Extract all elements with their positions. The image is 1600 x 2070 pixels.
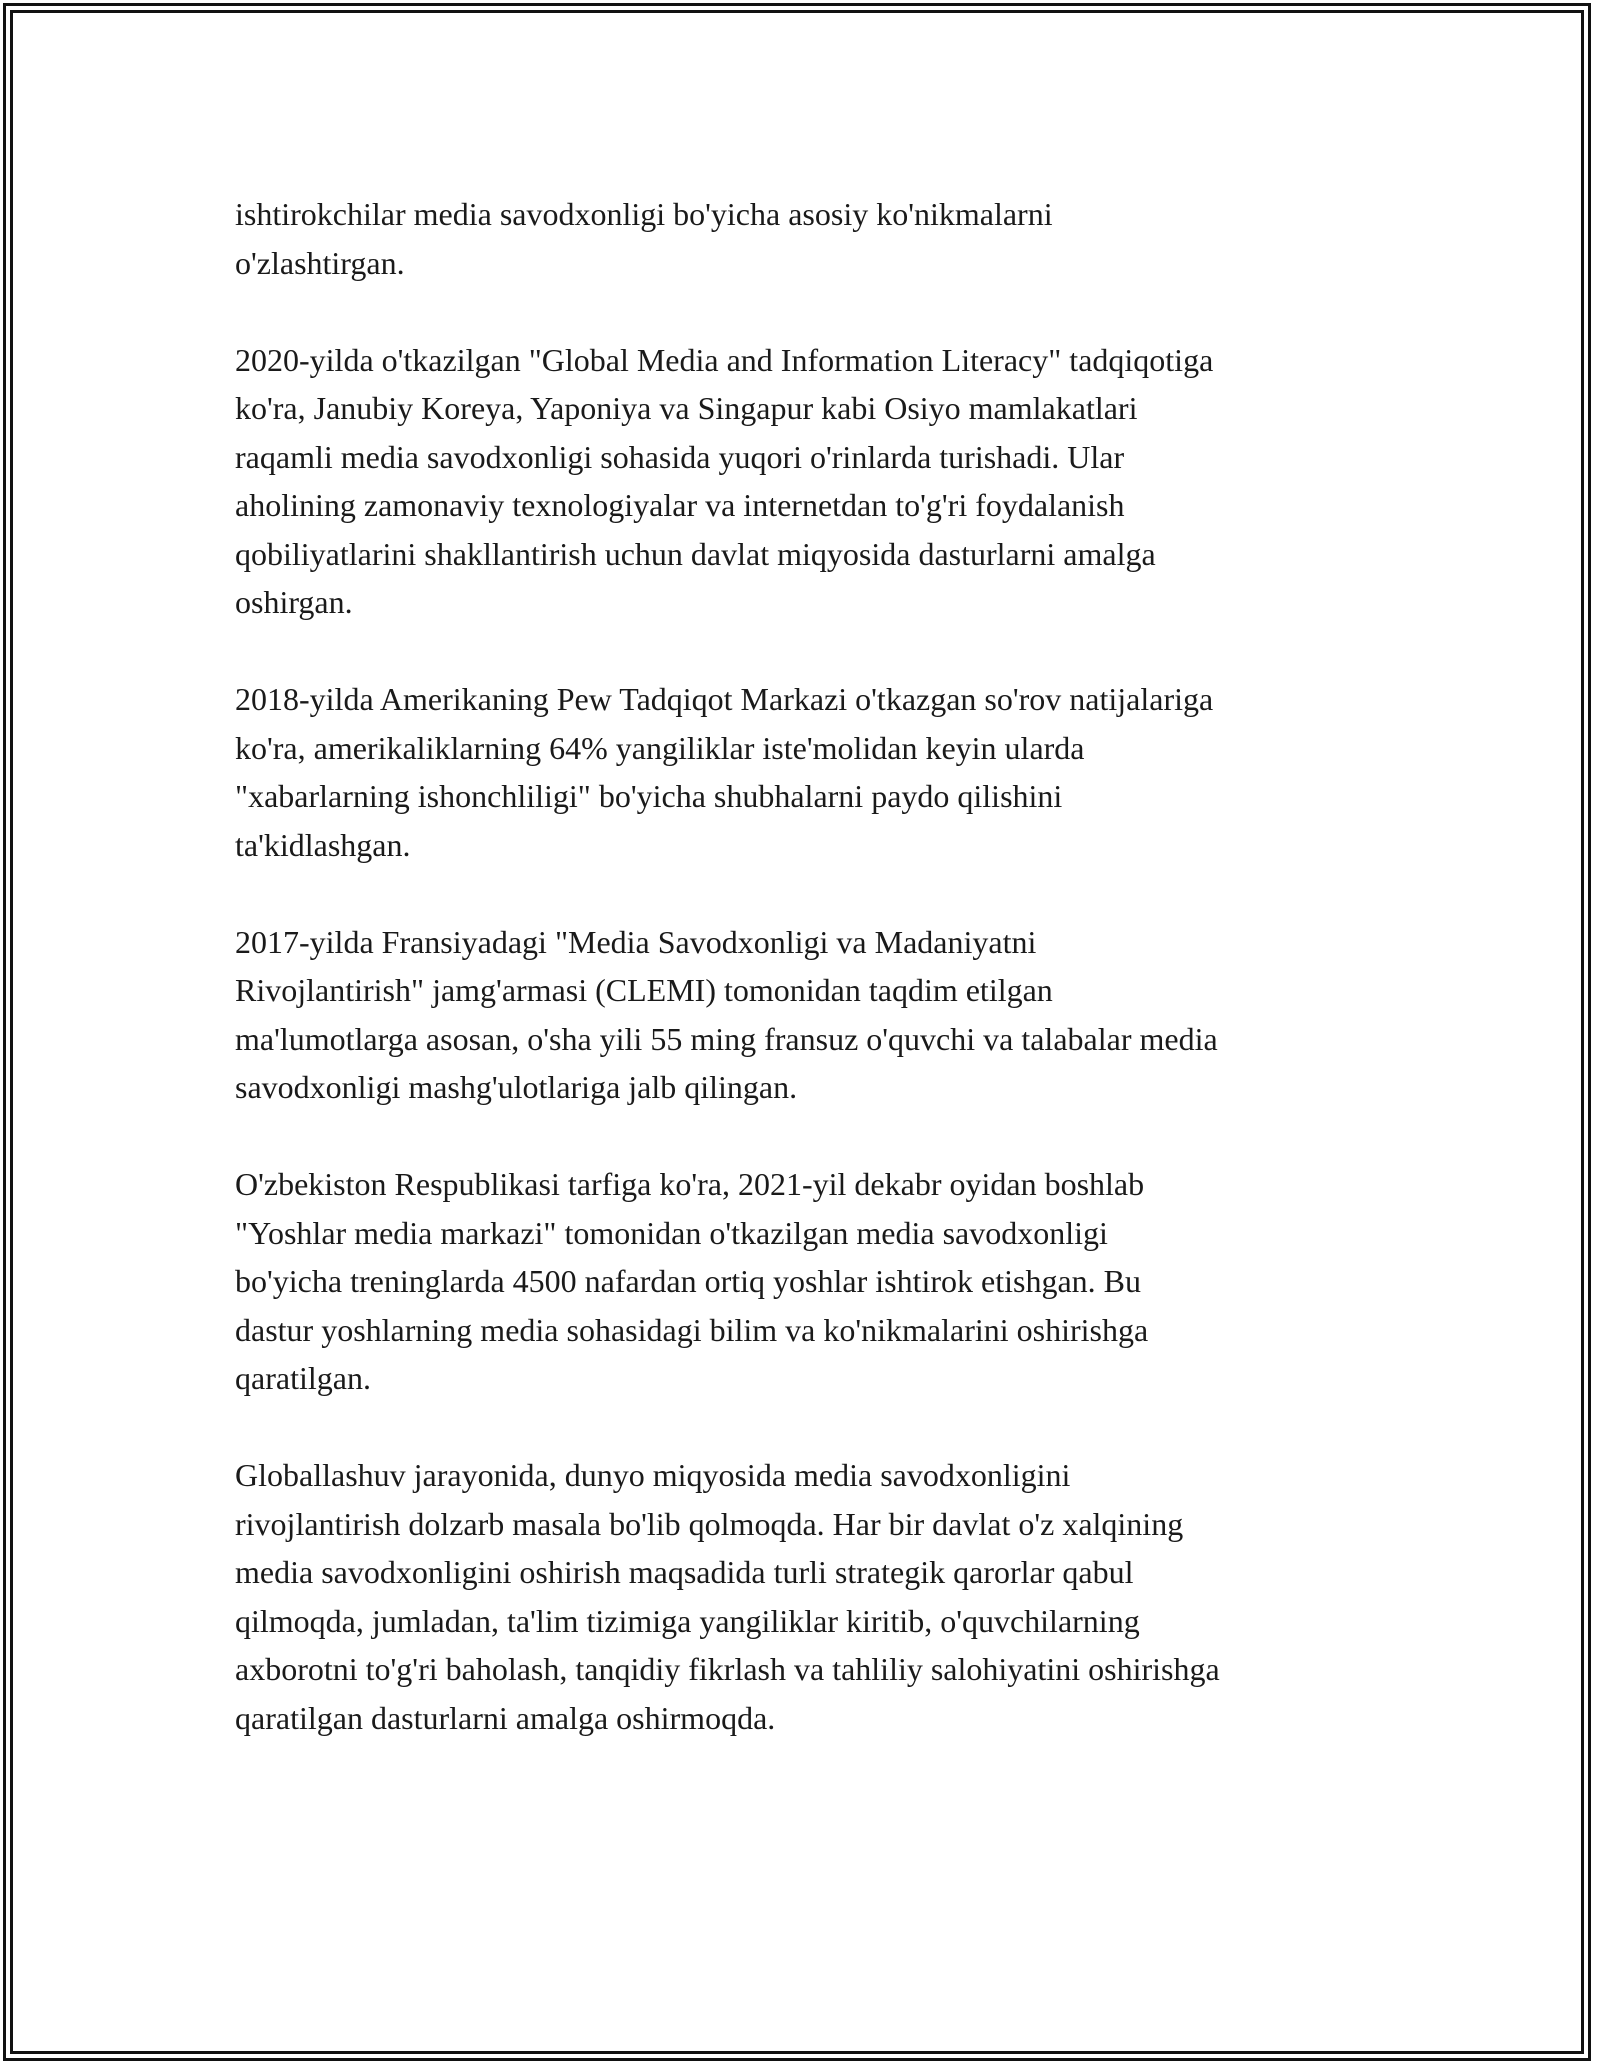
document-body [235,190,1375,1742]
paragraph-6: Globallashuv jarayonida, dunyo miqyosida media savodxonligini rivojlantirish dolzarb masala bo'lib qolmoqda. Har bir davlat o'z xalqining media savodxonligini oshirish maqsadida turli strategik qarorlar qabul qilmoqda, jumladan, ta'lim tizimiga yangiliklar kiritib, o'quvchilarning axborotni to'g'ri baholash, tanqidiy fikrlash va tahliliy salohiyatini oshirishga qaratilgan dasturlarni amalga oshirmoqda. [235,1457,1220,1736]
paragraph-4: 2017-yilda Fransiyadagi "Media Savodxonligi va Madaniyatni Rivojlantirish" jamg'armasi (CLEMI) tomonidan taqdim etilgan ma'lumotlarga asosan, o'sha yili 55 ming fransuz o'quvchi va talabalar media savodxonligi mashg'ulotlariga jalb qilingan. [235,923,1218,1105]
paragraph-2: 2020-yilda o'tkazilgan "Global Media and Information Literacy" tadqiqotiga ko'ra, Janubiy Koreya, Yaponiya va Singapur kabi Osiyo mamlakatlari raqamli media savodxonligi sohasida yuqori o'rinlarda turishadi. Ular aholining zamonaviy texnologiyalar va internetdan to'g'ri foydalanish qobiliyatlarini shakllantirish uchun davlat miqyosida dasturlarni amalga oshirgan. [235,341,1214,620]
paragraph-1: ishtirokchilar media savodxonligi bo'yicha asosiy ko'nikmalarni o'zlashtirgan. [235,196,1053,281]
paragraph-3: 2018-yilda Amerikaning Pew Tadqiqot Markazi o'tkazgan so'rov natijalariga ko'ra, amerikaliklarning 64% yangiliklar iste'molidan keyin ularda "xabarlarning ishonchliligi" bo'yicha shubhalarni paydo qilishini ta'kidlashgan. [235,681,1214,863]
paragraph-5: O'zbekiston Respublikasi tarfiga ko'ra, 2021-yil dekabr oyidan boshlab "Yoshlar media markazi" tomonidan o'tkazilgan media savodxonligi bo'yicha treninglarda 4500 nafardan ortiq yoshlar ishtirok etishgan. Bu dastur yoshlarning media sohasidagi bilim va ko'nikmalarini oshirishga qaratilgan. [235,1166,1149,1396]
